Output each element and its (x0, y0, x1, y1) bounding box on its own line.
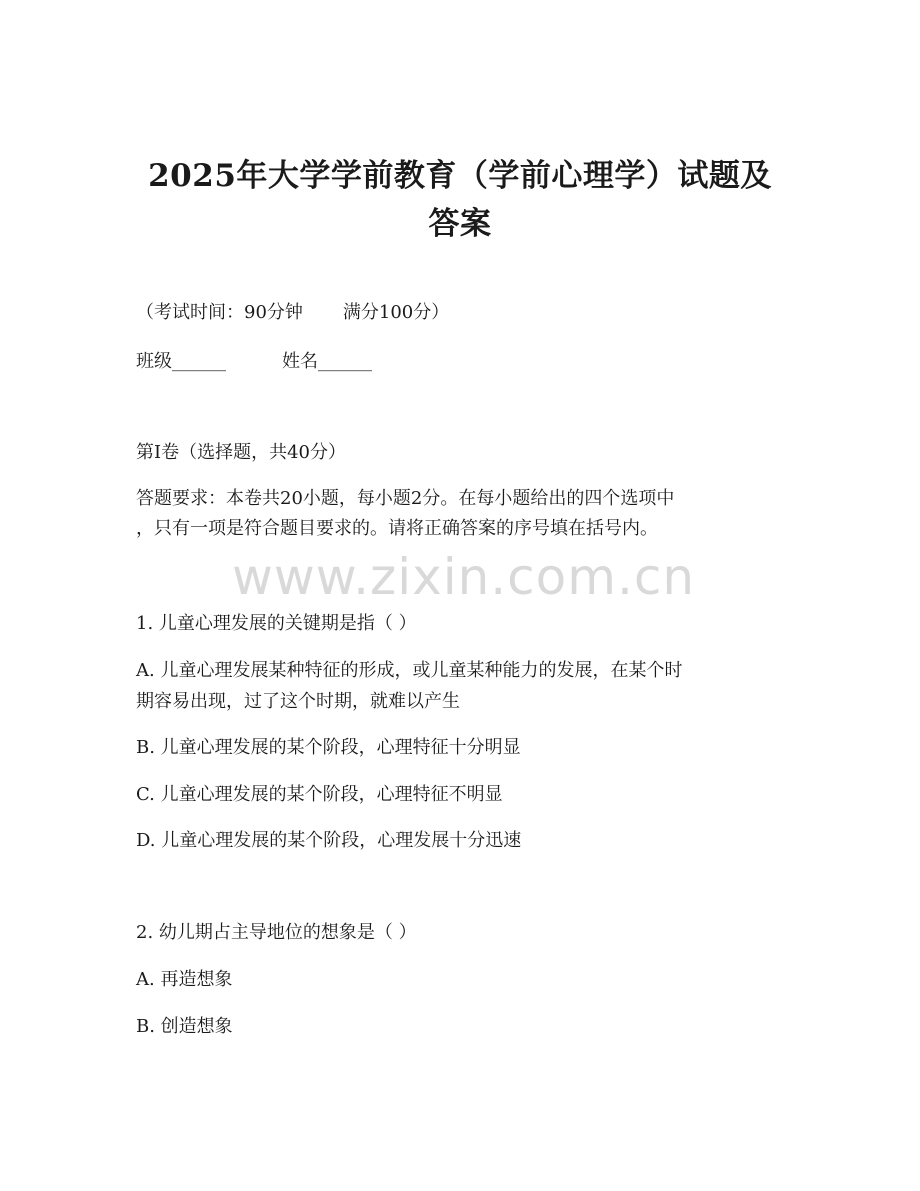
class-field: 班级______ (136, 351, 226, 372)
exam-time: （考试时间：90分钟 (136, 302, 303, 323)
question-1-option-c: C. 儿童心理发展的某个阶段，心理特征不明显 (136, 784, 503, 805)
exam-info (136, 300, 449, 326)
section-title: 第I卷（选择题，共40分） (136, 442, 347, 463)
title-line-1: 2025年大学学前教育（学前心理学）试题及 (148, 158, 772, 194)
title-line-2: 答案 (428, 206, 492, 242)
page-title (110, 152, 810, 248)
name-field: 姓名______ (282, 351, 372, 372)
watermark: www.zixin.com.cn (232, 548, 696, 606)
question-2-option-a: A. 再造想象 (136, 969, 233, 990)
instructions-line-2: ，只有一项是符合题目要求的。请将正确答案的序号填在括号内。 (136, 518, 658, 539)
question-1-option-d: D. 儿童心理发展的某个阶段，心理发展十分迅速 (136, 830, 522, 851)
question-1-option-a: A. 儿童心理发展某种特征的形成，或儿童某种能力的发展，在某个时 (136, 660, 683, 681)
question-1-stem: 1. 儿童心理发展的关键期是指（ ） (136, 613, 417, 634)
student-fields (136, 349, 372, 375)
exam-score: 满分100分） (342, 302, 450, 323)
question-2-option-b: B. 创造想象 (136, 1016, 233, 1037)
question-2-stem: 2. 幼儿期占主导地位的想象是（ ） (136, 922, 417, 943)
instructions-line-1: 答题要求：本卷共20小题，每小题2分。在每小题给出的四个选项中 (136, 488, 675, 509)
question-1-option-a-cont: 期容易出现，过了这个时期，就难以产生 (136, 691, 460, 712)
question-1-option-b: B. 儿童心理发展的某个阶段，心理特征十分明显 (136, 737, 521, 758)
